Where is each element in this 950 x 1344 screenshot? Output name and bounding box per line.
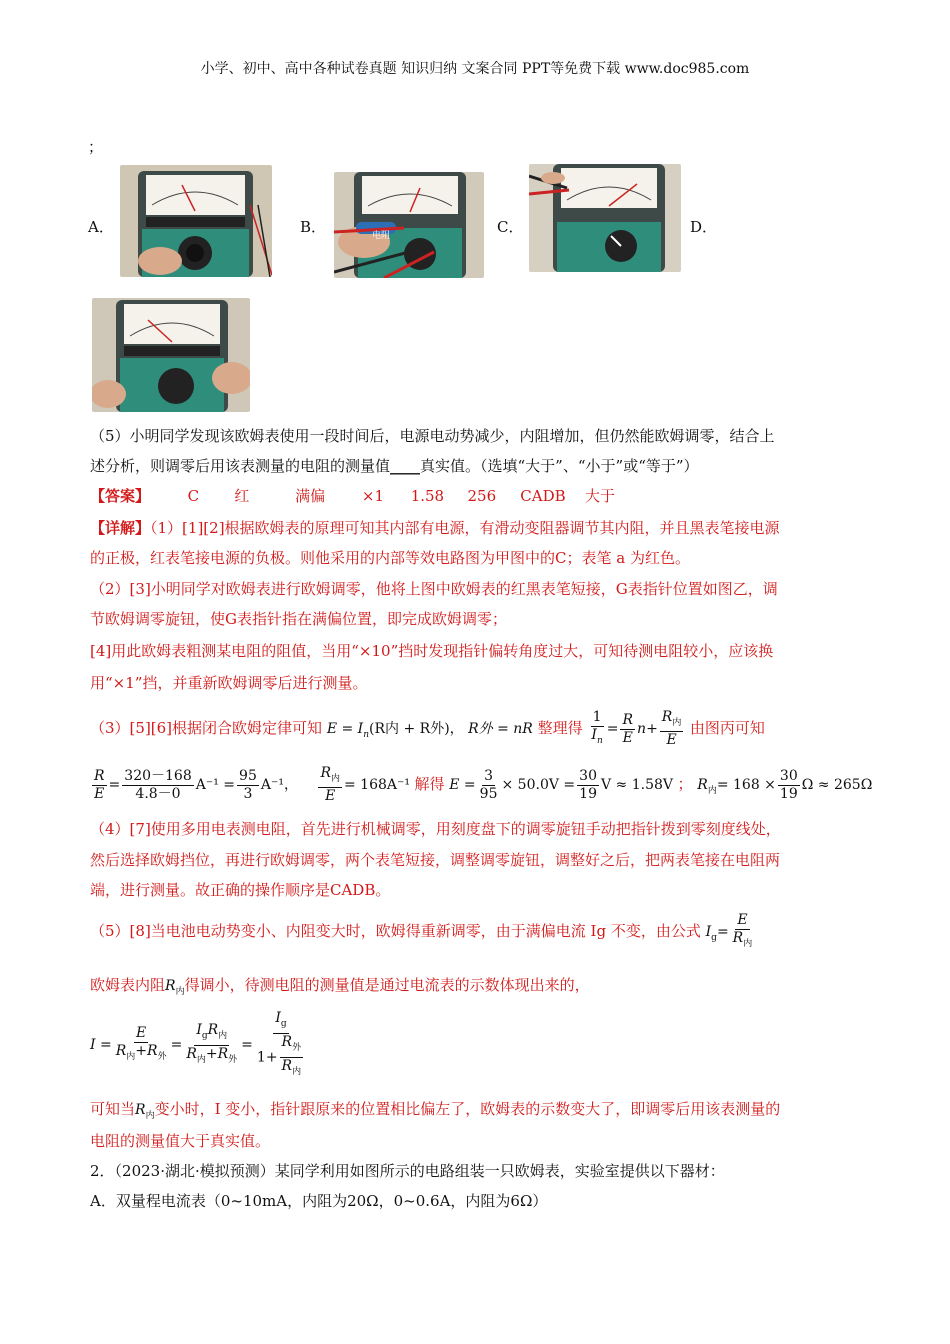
ig-symbol: I (705, 924, 712, 940)
formula-ig: $I_g=$ $\frac{E}{R_内}$ (705, 911, 753, 949)
calc-e (449, 767, 677, 802)
formula-rwai: R外 = nR (468, 721, 533, 737)
e-end: V ≈ 1.58V (600, 777, 674, 793)
answer-item: 大于 (585, 487, 616, 505)
e-lhs: E = (449, 777, 476, 793)
detail-tag: 【详解】 (90, 519, 151, 537)
detail-p3a: [4]用此欧姆表粗测某电阻的阻值，当用“×10”挡时发现指针偏转角度过大，可知待测电阻较小，应该换 (90, 642, 774, 660)
option-b-photo (334, 172, 484, 278)
r-lhs: = 168 × (716, 777, 776, 793)
detail-p8b: 得调小，待测电阻的测量值是通过电流表的示数体现出来的， (184, 976, 590, 994)
option-d-label: D． (690, 218, 718, 236)
q5-line2b: 真实值。（选填“大于”、“小于”或“等于”） (420, 457, 699, 475)
e-d1: 95 (479, 785, 498, 802)
current-formula: I = $\frac{E}{R_内+R_外}$ = $\frac{I_gR_内}{R_内+R_外}$ = $I_g$ 1+ $\frac{R_外}{R_内}$ (90, 1010, 302, 1077)
detail-p7-text: （5）[8]当电池电动势变小、内阻变大时，欧姆得重新调零，由于满偏电流 Ig 不变，由公式 (90, 922, 701, 940)
q5-blank: ____ (390, 457, 421, 475)
answer-tag: 【答案】 (90, 487, 151, 505)
ratio-num2: 95 (239, 767, 257, 784)
answer-item: 红 (234, 487, 250, 505)
page-header: 小学、初中、高中各种试卷真题 知识归纳 文案合同 PPT等免费下载 www.doc985.com (200, 61, 750, 77)
detail-p7 (90, 908, 870, 961)
detail-p9a: 可知当 (90, 1100, 136, 1118)
detail-p4b: 整理得 (537, 719, 583, 737)
detail-p1b: 的正极，红表笔接电源的负极。则他采用的内部等效电路图为甲图中的C；表笔 a 为红色。 (90, 549, 690, 567)
ratio-unit: A⁻¹ = (195, 777, 236, 793)
detail-p6b: 然后选择欧姆挡位，再进行欧姆调零，两个表笔短接，调整调零旋钮，调整好之后，把两表笔接在电阻两 (90, 851, 781, 869)
answer-item: CADB (520, 487, 566, 505)
option-a-label: A． (88, 218, 114, 236)
detail-p9: 可知当$R_内$变小时，I 变小，指针跟原来的位置相比偏左了，欧姆表的示数变大了，即调零后用该表测量的 (90, 1100, 781, 1121)
rE-value: = 168A⁻¹ (344, 777, 411, 793)
detail-p9c: 电阻的测量值大于真实值。 (90, 1132, 271, 1150)
formula-ohm-lhs: E = I (326, 721, 364, 737)
option-d-photo (92, 298, 250, 412)
formula-ohm: $E = I_n(R$内 + R外)， R外 = nR (326, 721, 533, 740)
q2-line2: A．双量程电流表（0~10mA，内阻为20Ω，0~0.6A，内阻为6Ω） (90, 1192, 548, 1210)
detail-p8a: 欧姆表内阻 (90, 976, 166, 994)
answer-item: ×1 (361, 487, 385, 505)
ratio-den2: 3 (243, 785, 253, 802)
option-c-photo (529, 164, 681, 272)
resistor-label: 电阻 (372, 231, 391, 241)
calc-ratio: $\frac{R}{E}$ = $\frac{320-168}{4.8-0}$ A⁻¹ = $\frac{95}{3}$ A⁻¹， (94, 767, 298, 802)
detail-p1a (90, 517, 870, 539)
answer-item: 1.58 (410, 487, 445, 505)
q5-line1: （5）小明同学发现该欧姆表使用一段时间后，电源电动势减少，内阻增加，但仍然能欧姆调零，结合上 (90, 427, 775, 445)
r-d: 19 (779, 785, 798, 802)
q2-line1: 2．（2023·湖北·模拟预测）某同学利用如图所示的电路组装一只欧姆表，实验室提供以下器材： (90, 1162, 725, 1180)
current-lhs: I = (90, 1037, 112, 1054)
detail-p8: 欧姆表内阻$R_内$得调小，待测电阻的测量值是通过电流表的示数体现出来的， (90, 976, 590, 997)
calc-r: $R_内= 168$ × $\frac{30}{19}$ Ω ≈ 265Ω (697, 767, 873, 802)
answer-item: 满偏 (295, 487, 326, 505)
ratio-den: 4.8－0 (135, 785, 181, 802)
r-end: Ω ≈ 265Ω (801, 777, 873, 793)
semicolon: ； (88, 138, 104, 156)
detail-p4 (90, 708, 870, 755)
answer-row (90, 485, 870, 507)
calc-line (90, 764, 873, 811)
detail-p3b: 用“×1”挡，并重新欧姆调零后进行测量。 (90, 674, 368, 692)
formula-ohm-rhs: (R内 + R外)， (369, 721, 464, 737)
e-mid: × 50.0V = (501, 777, 576, 793)
solve-word: 解得 (414, 775, 445, 793)
formula-reciprocal: $\frac{1}{I_n}$ = $\frac{R}{E}$ n+ $\frac{R_内}{E}$ (591, 708, 682, 749)
answer-item: C (187, 487, 200, 505)
detail-p2b: 节欧姆调零旋钮，使G表指针指在满偏位置，即完成欧姆调零； (90, 610, 507, 628)
r-n: 30 (779, 767, 798, 784)
e-n1: 3 (484, 767, 494, 784)
sep: ； (677, 775, 693, 793)
ratio-num: 320－168 (124, 767, 192, 784)
option-a-photo (120, 165, 272, 277)
detail-p2a: （2）[3]小明同学对欧姆表进行欧姆调零，他将上图中欧姆表的红黑表笔短接，G表指针位置如图乙，调 (90, 580, 778, 598)
detail-p4a: （3）[5][6]根据闭合欧姆定律可知 (90, 719, 323, 737)
detail-p9b: 变小时，I 变小，指针跟原来的位置相比偏左了，欧姆表的示数变大了，即调零后用该表测量的 (154, 1100, 781, 1118)
detail-text: （1）[1][2]根据欧姆表的原理可知其内部有电源，有滑动变阻器调节其内阻，并且黑表笔接电源 (150, 519, 780, 537)
option-c-label: C． (497, 218, 524, 236)
detail-p4c: 由图丙可知 (689, 719, 765, 737)
calc-rE: $\frac{R_内}{E}$ = 168A⁻¹ (320, 764, 411, 805)
answer-item: 256 (467, 487, 497, 505)
detail-p6a: （4）[7]使用多用电表测电阻，首先进行机械调零，用刻度盘下的调零旋钮手动把指针拨到零刻度线处， (90, 820, 781, 838)
option-b-label: B． (300, 218, 327, 236)
e-d2: 19 (579, 785, 597, 802)
q5-line2 (90, 455, 870, 477)
q5-line2a: 述分析，则调零后用该表测量的电阻的测量值 (90, 457, 391, 475)
ratio-unit2: A⁻¹， (260, 777, 298, 793)
e-n2: 30 (579, 767, 597, 784)
detail-p6c: 端，进行测量。故正确的操作顺序是CADB。 (90, 881, 391, 899)
